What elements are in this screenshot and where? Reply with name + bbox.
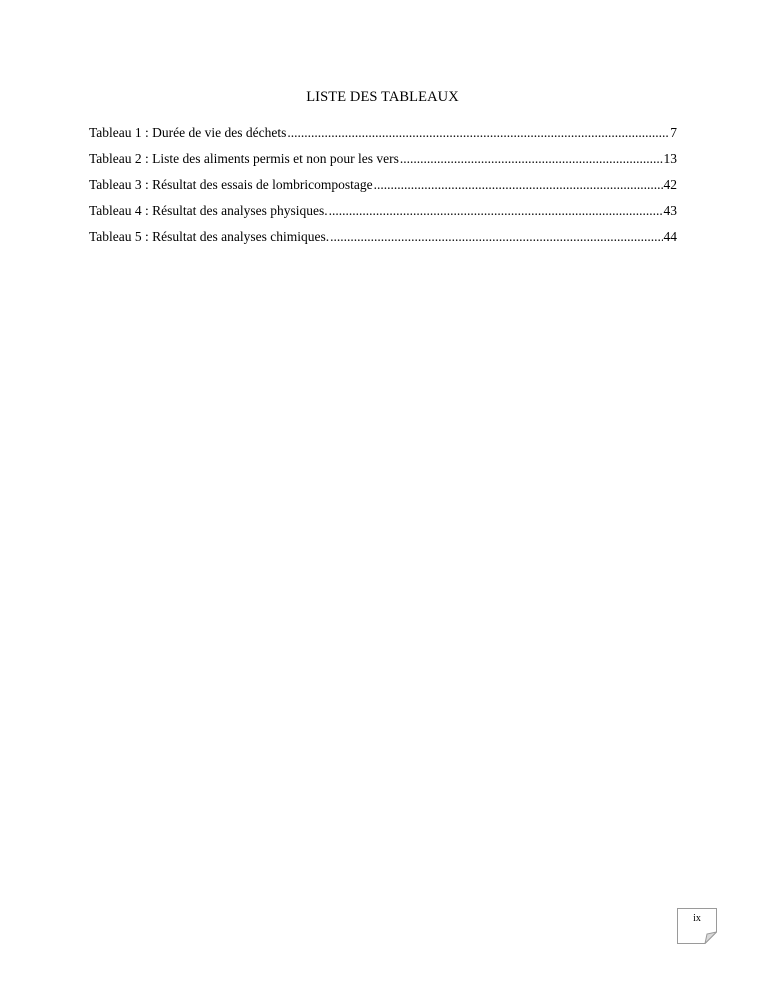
- dot-leader: [329, 202, 663, 220]
- entry-label: Tableau 3 : Résultat des essais de lombricompostage: [89, 177, 373, 192]
- list-item-table-3[interactable]: [89, 176, 677, 202]
- table-list: [89, 124, 677, 254]
- entry-page-number: 7: [670, 125, 677, 140]
- entry-page-number: 44: [663, 229, 677, 244]
- dot-leader: [287, 124, 669, 142]
- dot-leader: [400, 150, 663, 168]
- entry-label: Tableau 5 : Résultat des analyses chimiques.: [89, 229, 330, 244]
- page-number: ix: [693, 913, 701, 924]
- entry-page-number: 42: [663, 177, 677, 192]
- entry-page-number: 43: [663, 203, 677, 218]
- dot-leader: [330, 228, 662, 246]
- entry-label: Tableau 4 : Résultat des analyses physiques.: [89, 203, 328, 218]
- page-title: LISTE DES TABLEAUX: [306, 89, 459, 105]
- entry-page-number: 13: [663, 151, 677, 166]
- dot-leader: [374, 176, 663, 194]
- list-item-table-4[interactable]: [89, 202, 677, 228]
- list-item-table-5[interactable]: [89, 228, 677, 254]
- list-item-table-2[interactable]: [89, 150, 677, 176]
- page-number-badge: [677, 908, 717, 944]
- entry-label: Tableau 1 : Durée de vie des déchets: [89, 125, 287, 140]
- entry-label: Tableau 2 : Liste des aliments permis et non pour les vers: [89, 151, 399, 166]
- list-item-table-1[interactable]: [89, 124, 677, 150]
